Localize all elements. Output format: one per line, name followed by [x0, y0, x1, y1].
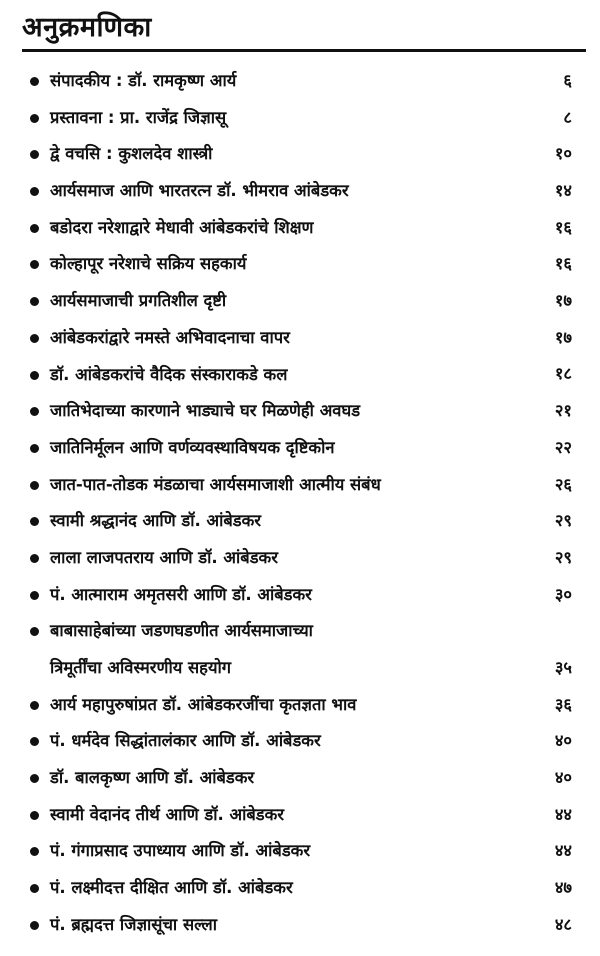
toc-list [30, 63, 572, 944]
toc-entry-title-line: त्रिमूर्तींचा अविस्मरणीय सहयोग [50, 658, 232, 677]
toc-entry-page: ४४ [554, 804, 572, 824]
toc-entry [30, 907, 572, 944]
toc-entry-title: पं. लक्ष्मीदत्त दीक्षित आणि डॉ. आंबेडकर [50, 878, 293, 898]
toc-entry-title: पं. आत्माराम अमृतसरी आणि डॉ. आंबेडकर [50, 584, 312, 604]
toc-entry [30, 540, 572, 577]
toc-entry [30, 100, 572, 137]
bullet-icon [30, 921, 39, 930]
toc-entry [30, 613, 572, 686]
toc-entry-title: पं. ब्रह्मदत्त जिज्ञासूंचा सल्ला [50, 914, 218, 934]
toc-entry-page: २९ [554, 547, 572, 567]
bullet-icon [30, 77, 39, 86]
bullet-icon [30, 737, 39, 746]
toc-entry-title: आंबेडकरांद्वारे नमस्ते अभिवादनाचा वापर [50, 327, 290, 347]
toc-entry-page: ४० [554, 768, 572, 788]
toc-entry-page: ३० [554, 584, 572, 604]
bullet-icon [30, 517, 39, 526]
toc-entry-title: पं. गंगाप्रसाद उपाध्याय आणि डॉ. आंबेडकर [50, 841, 311, 861]
toc-entry-title: आर्य महापुरुषांप्रत डॉ. आंबेडकरजींचा कृतज्ञता भाव [50, 694, 357, 714]
bullet-icon [30, 701, 39, 710]
toc-entry-title: स्वामी वेदानंद तीर्थ आणि डॉ. आंबेडकर [50, 804, 285, 824]
toc-entry [30, 723, 572, 760]
bullet-icon [30, 774, 39, 783]
bullet-icon [30, 481, 39, 490]
toc-entry-page: ८ [563, 107, 572, 127]
toc-entry-page: १७ [554, 291, 572, 311]
toc-entry-title: जात-पात-तोडक मंडळाचा आर्यसमाजाशी आत्मीय संबंध [50, 474, 381, 494]
toc-entry-title: जातिभेदाच्या कारणाने भाड्याचे घर मिळणेही अवघड [50, 401, 361, 421]
toc-entry-title: प्रस्तावना : प्रा. राजेंद्र जिज्ञासू [50, 107, 227, 127]
toc-entry-page: १४ [554, 181, 572, 201]
toc-entry-title: डॉ. आंबेडकरांचे वैदिक संस्काराकडे कल [50, 364, 288, 384]
toc-entry-page: २१ [554, 401, 572, 421]
bullet-icon [30, 811, 39, 820]
toc-entry-page: १८ [554, 364, 572, 384]
bullet-icon [30, 554, 39, 563]
toc-entry-title: कोल्हापूर नरेशाचे सक्रिय सहकार्य [50, 254, 247, 274]
toc-entry [30, 393, 572, 430]
toc-entry-page: ३५ [554, 658, 572, 677]
toc-entry-page: ४४ [554, 841, 572, 861]
toc-entry-page: ६ [563, 70, 572, 90]
toc-entry-page: १० [554, 144, 572, 164]
toc-entry [30, 210, 572, 247]
bullet-icon [30, 627, 39, 636]
toc-entry-page: २६ [554, 474, 572, 494]
toc-entry [30, 173, 572, 210]
toc-entry-page: १६ [554, 217, 572, 237]
toc-entry [30, 760, 572, 797]
bullet-icon [30, 187, 39, 196]
toc-entry [30, 870, 572, 907]
toc-entry-page: १७ [554, 327, 572, 347]
toc-entry-title: आर्यसमाजाची प्रगतिशील दृष्टी [50, 291, 227, 311]
bullet-icon [30, 297, 39, 306]
toc-entry [30, 63, 572, 100]
toc-entry-title: जातिनिर्मूलन आणि वर्णव्यवस्थाविषयक दृष्टिकोन [50, 437, 335, 457]
page-heading: अनुक्रमणिका [22, 12, 152, 43]
toc-entry [30, 687, 572, 724]
toc-entry-page: ४० [554, 731, 572, 751]
bullet-icon [30, 371, 39, 380]
bullet-icon [30, 150, 39, 159]
bullet-icon [30, 334, 39, 343]
bullet-icon [30, 884, 39, 893]
toc-entry-page: ४८ [554, 914, 572, 934]
toc-entry-page: २२ [554, 437, 572, 457]
bullet-icon [30, 407, 39, 416]
bullet-icon [30, 847, 39, 856]
toc-entry-title: लाला लाजपतराय आणि डॉ. आंबेडकर [50, 547, 278, 567]
toc-entry-page: १६ [554, 254, 572, 274]
toc-entry-title: स्वामी श्रद्धानंद आणि डॉ. आंबेडकर [50, 511, 262, 531]
bullet-icon [30, 260, 39, 269]
bullet-icon [30, 444, 39, 453]
toc-entry-title: आर्यसमाज आणि भारतरत्न डॉ. भीमराव आंबेडकर [50, 181, 349, 201]
toc-entry [30, 283, 572, 320]
toc-entry [30, 503, 572, 540]
toc-entry-title: संपादकीय : डॉ. रामकृष्ण आर्य [50, 71, 237, 90]
toc-entry [30, 357, 572, 394]
toc-entry [30, 467, 572, 504]
toc-entry-title: डॉ. बालकृष्ण आणि डॉ. आंबेडकर [50, 768, 255, 788]
toc-entry-title: पं. धर्मदेव सिद्धांतालंकार आणि डॉ. आंबेडकर [50, 731, 321, 751]
heading-rule [22, 49, 586, 52]
toc-entry [30, 246, 572, 283]
bullet-icon [30, 224, 39, 233]
toc-entry-page: २९ [554, 511, 572, 531]
toc-entry-title: बडोदरा नरेशाद्वारे मेधावी आंबेडकरांचे शिक्षण [50, 217, 314, 237]
toc-entry [30, 577, 572, 614]
bullet-icon [30, 114, 39, 123]
toc-entry [30, 320, 572, 357]
toc-entry [30, 833, 572, 870]
bullet-icon [30, 591, 39, 600]
toc-entry-title-line: बाबासाहेबांच्या जडणघडणीत आर्यसमाजाच्या [50, 621, 313, 641]
toc-entry-page: ३६ [554, 694, 572, 714]
toc-entry [30, 797, 572, 834]
toc-entry-title [50, 613, 313, 686]
toc-entry [30, 430, 572, 467]
toc-entry-title: द्वे वचसि : कुशलदेव शास्त्री [50, 144, 213, 164]
toc-entry-page: ४७ [554, 878, 572, 898]
toc-entry [30, 136, 572, 173]
